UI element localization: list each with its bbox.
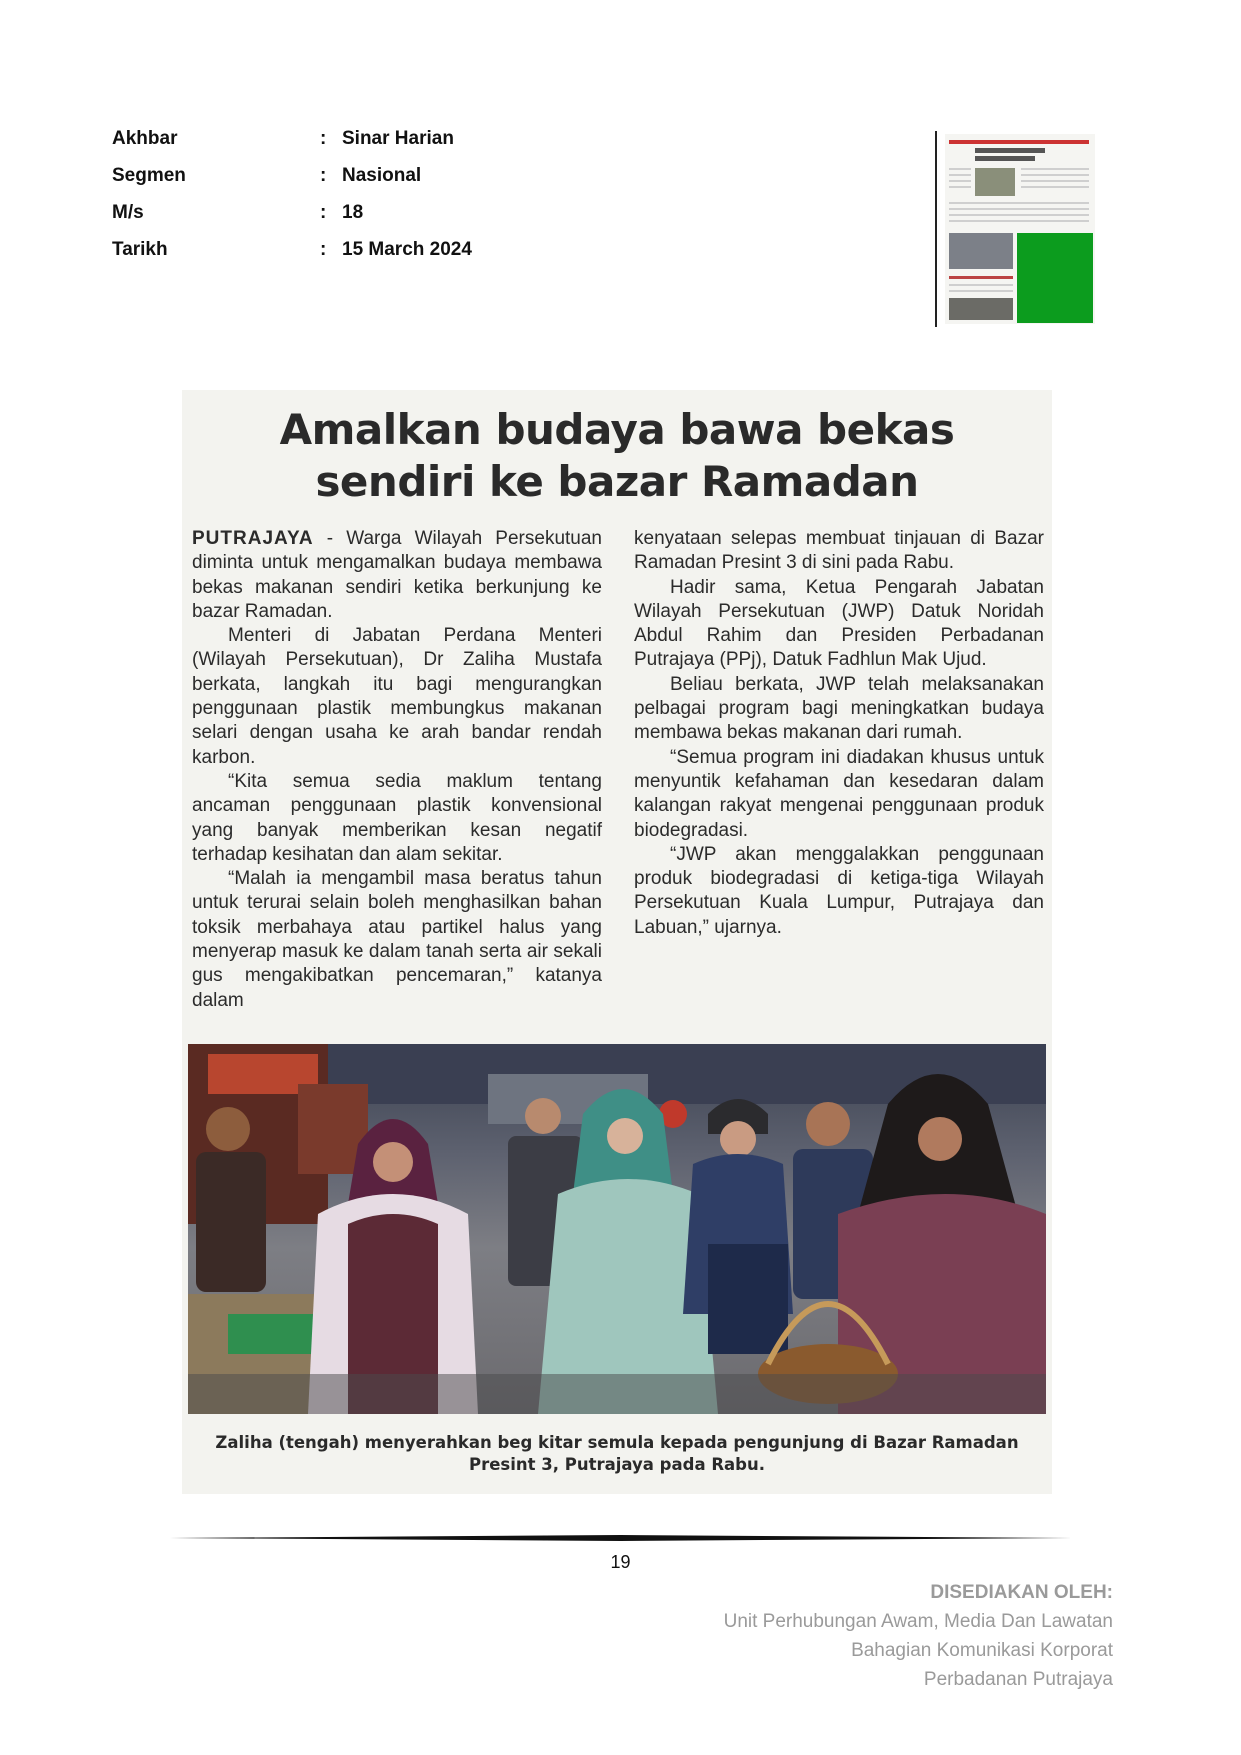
page-number: 19 <box>610 1552 631 1572</box>
caption-line-1: Zaliha (tengah) menyerahkan beg kitar semula kepada pengunjung di Bazar Ramadan <box>215 1433 1019 1452</box>
prepared-by-unit: Unit Perhubungan Awam, Media Dan Lawatan <box>723 1611 1113 1632</box>
article-dateline: PUTRAJAYA <box>192 528 314 549</box>
article-paragraph: Beliau berkata, JWP telah melaksanakan pelbagai program bagi meningkatkan budaya membawa bekas makanan dari rumah. <box>634 673 1044 744</box>
newspaper-page-thumbnail <box>945 134 1095 324</box>
meta-value: Nasional <box>342 165 422 186</box>
article-paragraph: kenyataan selepas membuat tinjauan di Bazar Ramadan Presint 3 di sini pada Rabu. <box>634 528 1044 574</box>
article-column-left <box>192 527 602 1013</box>
headline-line-1: Amalkan budaya bawa bekas <box>279 405 955 454</box>
meta-label: M/s <box>112 202 144 223</box>
meta-value: Sinar Harian <box>342 128 454 149</box>
meta-colon: : <box>320 165 327 186</box>
footer-divider <box>170 1535 1072 1541</box>
article-paragraph: “JWP akan menggalakkan penggunaan produk biodegradasi di ketiga-tiga Wilayah Persekutuan Kuala Lumpur, Putrajaya dan Labuan,” ujarnya. <box>634 843 1044 938</box>
headline-line-2: sendiri ke bazar Ramadan <box>315 457 919 506</box>
meta-colon: : <box>320 202 327 223</box>
meta-colon: : <box>320 128 327 149</box>
meta-value: 18 <box>342 202 364 223</box>
meta-value: 15 March 2024 <box>342 239 472 260</box>
article-paragraph: “Kita semua sedia maklum tentang ancaman penggunaan plastik konvensional yang banyak memberikan kesan negatif terhadap kesihatan dan alam sekitar. <box>192 770 602 865</box>
article-paragraph: Menteri di Jabatan Perdana Menteri (Wilayah Persekutuan), Dr Zaliha Mustafa berkata, langkah itu bagi mengurangkan penggunaan plastik membungkus makanan selari dengan usaha ke arah bandar rendah karbon. <box>192 625 602 768</box>
meta-label: Tarikh <box>112 239 168 260</box>
caption-line-2: Presint 3, Putrajaya pada Rabu. <box>469 1455 765 1474</box>
bazar-scene-illustration <box>188 1044 1046 1414</box>
prepared-by-block <box>724 1578 1113 1694</box>
article-headline <box>182 404 1052 508</box>
thumbnail-highlight <box>1017 233 1093 323</box>
newspaper-clipping <box>182 390 1052 1494</box>
article-column-right <box>634 527 1044 940</box>
photo-caption <box>182 1432 1052 1476</box>
meta-colon: : <box>320 239 327 260</box>
meta-label: Segmen <box>112 165 186 186</box>
prepared-by-heading: DISEDIAKAN OLEH: <box>930 1582 1113 1603</box>
meta-label: Akhbar <box>112 128 178 149</box>
prepared-by-organization: Perbadanan Putrajaya <box>923 1669 1113 1690</box>
article-paragraph: “Malah ia mengambil masa beratus tahun untuk terurai selain boleh menghasilkan bahan toksik merbahaya atau partikel halus yang menyerap masuk ke dalam tanah serta air sekali gus mengakibatkan pencemaran,” katanya dalam <box>192 868 602 1011</box>
article-paragraph <box>192 527 602 624</box>
prepared-by-division: Bahagian Komunikasi Korporat <box>851 1640 1113 1661</box>
paragraph-text: - Warga Wilayah Persekutuan diminta untuk mengamalkan budaya membawa bekas makanan sendiri ketika berkunjung ke bazar Ramadan. <box>192 528 602 622</box>
article-photo <box>188 1044 1046 1414</box>
article-paragraph: “Semua program ini diadakan khusus untuk menyuntik kefahaman dan kesedaran dalam kalangan rakyat mengenai penggunaan produk biodegradasi. <box>634 746 1044 841</box>
thumbnail-divider <box>935 131 937 327</box>
article-paragraph: Hadir sama, Ketua Pengarah Jabatan Wilayah Persekutuan (JWP) Datuk Noridah Abdul Rahim dan Presiden Perbadanan Putrajaya (PPj), Datuk Fadhlun Mak Ujud. <box>634 576 1044 671</box>
